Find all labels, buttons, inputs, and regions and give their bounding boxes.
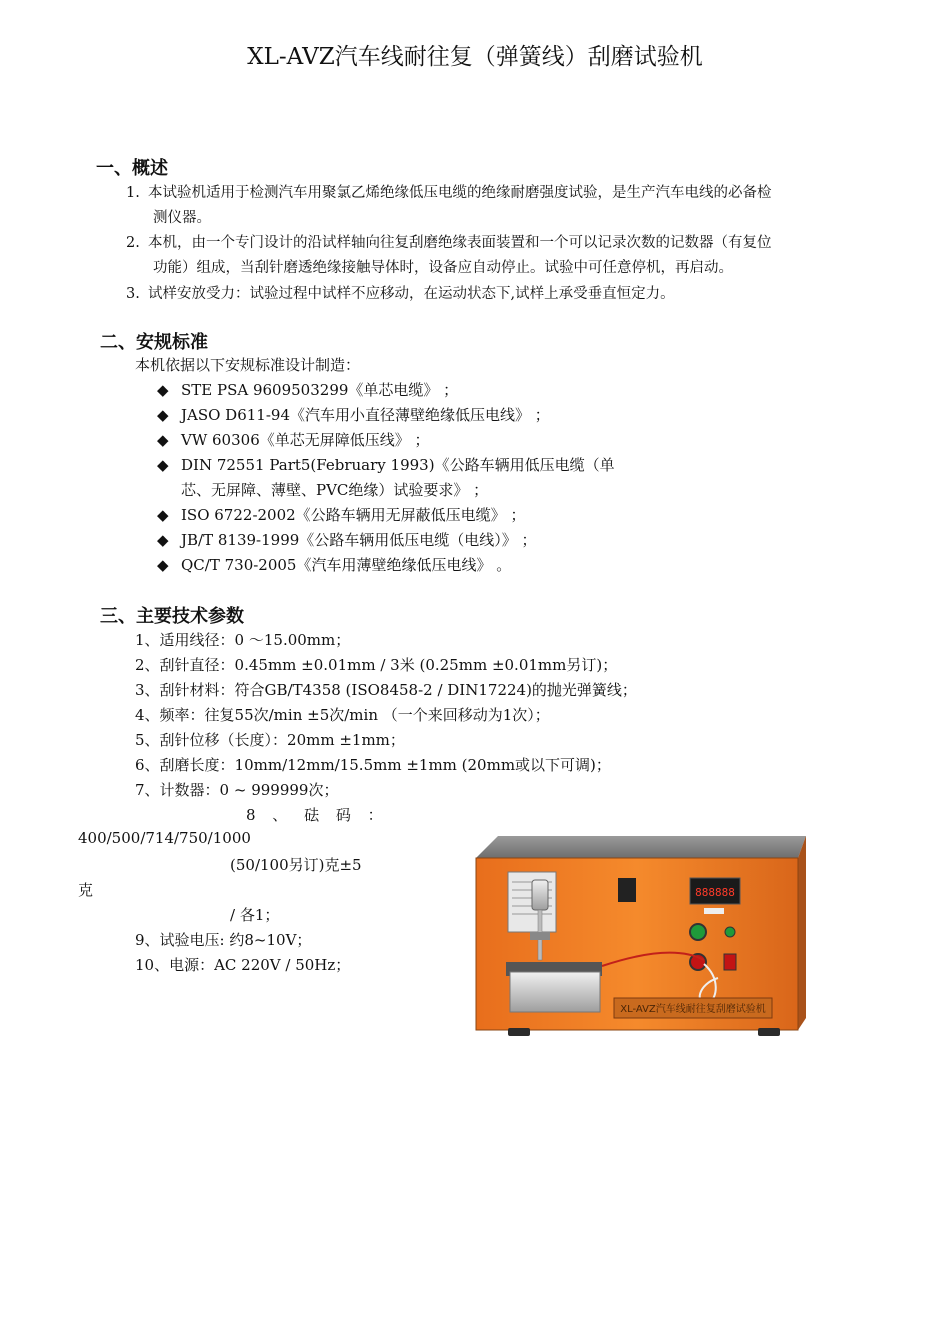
overview-item-1: [126, 181, 772, 202]
diamond-bullet-icon: ◆: [157, 381, 169, 399]
item-text: 本机，由一个专门设计的沿试样轴向往复刮磨绝缘表面装置和一个可以记录次数的记数器（有复位: [148, 235, 772, 251]
param-weights-optional: (50/100另订)克±5: [230, 856, 362, 874]
param-item: 4、频率：往复55次/min ±5次/min （一个来回移动为1次）；: [135, 706, 550, 724]
param-item: 3、刮针材料：符合GB/T4358 (ISO8458-2 / DIN17224)的抛光弹簧线；: [135, 681, 637, 699]
diamond-bullet-icon: ◆: [157, 556, 169, 574]
item-number: 2.: [126, 235, 140, 251]
standard-item: ◆ JASO D611-94《汽车用小直径薄壁绝缘低压电线》 ；: [157, 406, 550, 424]
param-item: 7、计数器：0 ~ 999999次；: [135, 781, 339, 799]
param-weights-label: 8 、 砝 码 ：: [246, 806, 389, 824]
param-item: 6、刮磨长度：10mm/12mm/15.5mm ±1mm (20mm或以下可调)；: [135, 756, 611, 774]
param-weights-qty: / 各1；: [230, 906, 280, 924]
overview-item-3: [126, 282, 675, 303]
overview-item-2-cont: 功能）组成，当刮针磨透绝缘接触导体时，设备应自动停止。试验中可任意停机，再启动。: [153, 260, 733, 276]
item-text: 本试验机适用于检测汽车用聚氯乙烯绝缘低压电缆的绝缘耐磨强度试验，是生产汽车电线的必备检: [148, 185, 772, 201]
machine-photo: [468, 828, 810, 1048]
diamond-bullet-icon: ◆: [157, 531, 169, 549]
standard-item: ◆ STE PSA 9609503299《单芯电缆》 ；: [157, 381, 459, 399]
diamond-bullet-icon: ◆: [157, 406, 169, 424]
item-text: 试样安放受力：试验过程中试样不应移动，在运动状态下,试样上承受垂直恒定力。: [148, 286, 675, 302]
section-heading-standards: 二、安规标准: [100, 332, 208, 353]
param-weights-unit: 克: [78, 881, 94, 899]
diamond-bullet-icon: ◆: [157, 456, 169, 474]
diamond-bullet-icon: ◆: [157, 506, 169, 524]
standard-item: ◆ VW 60306《单芯无屏障低压线》 ；: [157, 431, 430, 449]
machine-illustration: [468, 828, 810, 1048]
standards-intro: 本机依据以下安规标准设计制造：: [135, 356, 361, 374]
param-item: 2、刮针直径：0.45mm ±0.01mm / 3米 (0.25mm ±0.01mm另订)；: [135, 656, 618, 674]
param-item: 10、电源：AC 220V / 50Hz；: [135, 956, 351, 974]
section-heading-overview: 一、概述: [96, 158, 168, 179]
overview-item-2: [126, 231, 772, 252]
param-item: 9、试验电压: 约8~10V；: [135, 931, 312, 949]
counter-display: 888888: [695, 886, 735, 899]
standard-item: ◆ QC/T 730-2005《汽车用薄壁绝缘低压电线》 。: [157, 556, 512, 574]
section-heading-parameters: 三、主要技术参数: [100, 606, 244, 627]
item-number: 1.: [126, 185, 140, 201]
param-item: 5、刮针位移（长度）：20mm ±1mm；: [135, 731, 405, 749]
param-weights-values: 400/500/714/750/1000: [78, 829, 251, 847]
page-title: XL-AVZ汽车线耐往复（弹簧线）刮磨试验机: [247, 44, 703, 70]
machine-label: XL-AVZ汽车线耐往复刮磨试验机: [620, 1004, 766, 1015]
standard-item-cont: 芯、无屏障、薄壁、PVC绝缘）试验要求》 ；: [181, 481, 489, 499]
param-item: 1、适用线径：0 ～15.00mm；: [135, 631, 351, 649]
standard-item: ◆ JB/T 8139-1999《公路车辆用低压电缆（电线）》 ；: [157, 531, 537, 549]
overview-item-1-cont: 测仪器。: [153, 210, 211, 226]
standard-item: ◆ DIN 72551 Part5(February 1993)《公路车辆用低压电缆（单: [157, 456, 615, 474]
item-number: 3.: [126, 286, 140, 302]
standard-item: ◆ ISO 6722-2002《公路车辆用无屏蔽低压电缆》 ；: [157, 506, 526, 524]
diamond-bullet-icon: ◆: [157, 431, 169, 449]
